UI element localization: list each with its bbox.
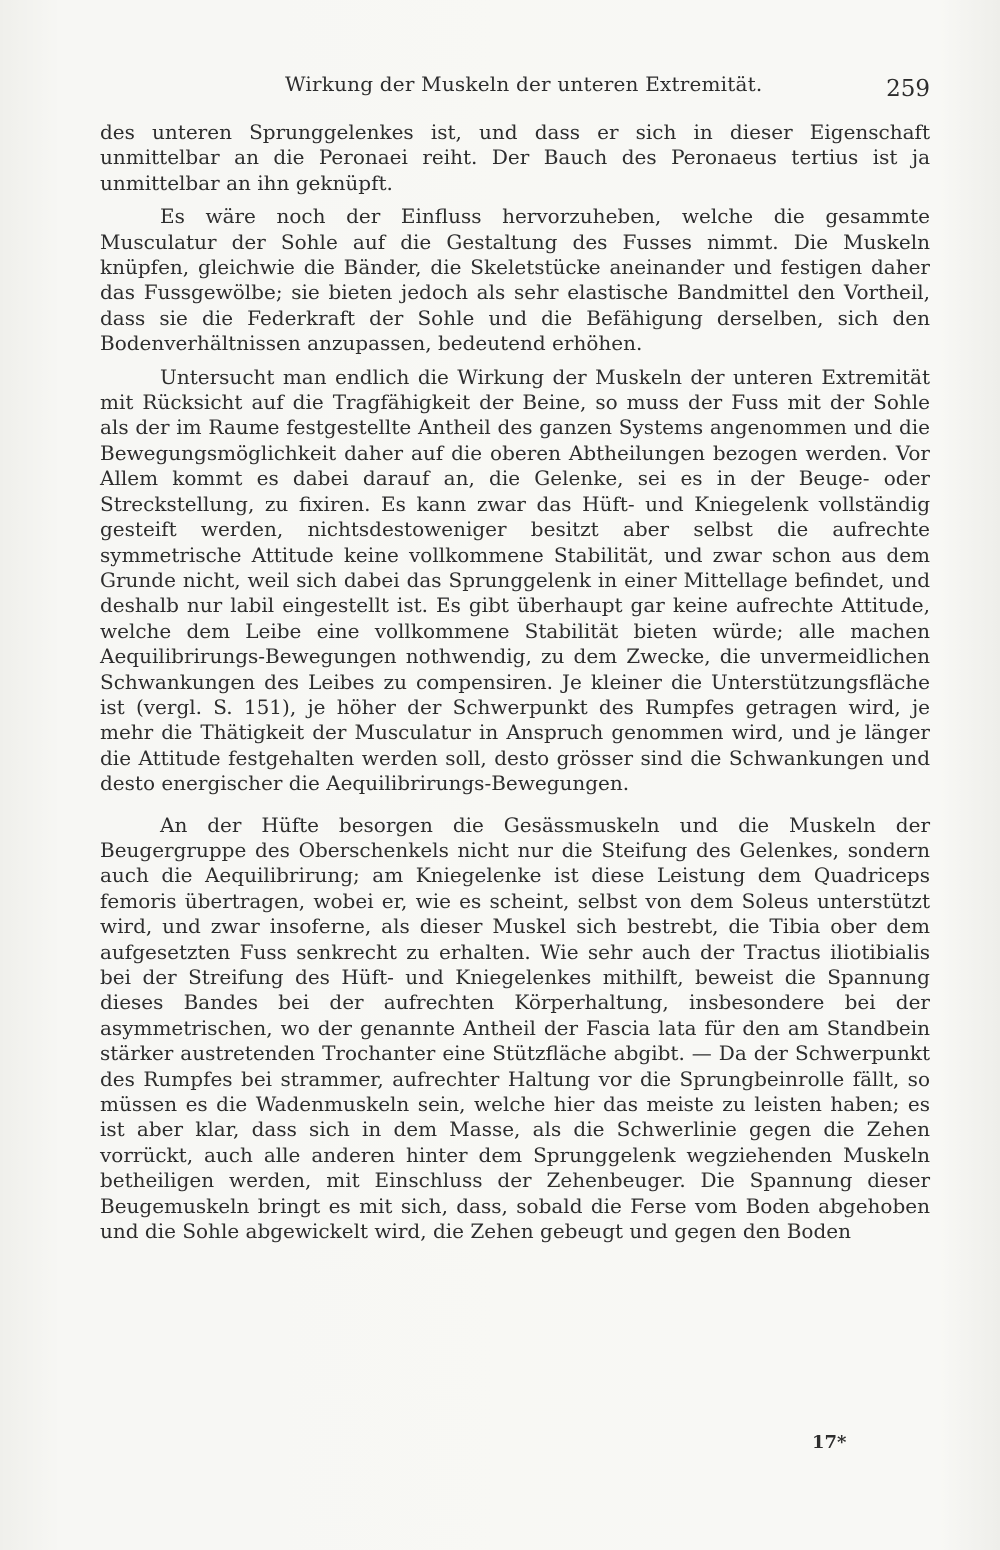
paragraph-hip-knee: An der Hüfte besorgen die Gesässmuskeln und die Muskeln der Beugergruppe des Oberschenkels nicht nur die Steifung des Gelenkes, sondern auch die Aequilibrirung; am Kniegelenke ist diese Leistung dem Quadriceps femoris übertragen, wobei er, wie es scheint, selbst von dem Soleus unterstützt wird, und zwar insoferne, als dieser Muskel sich bestrebt, die Tibia ober dem aufgesetzten Fuss senkrecht zu erhalten. Wie sehr auch der Tractus iliotibialis bei der Streifung des Hüft- und Kniegelenkes mithilft, beweist die Spannung dieses Bandes bei der aufrechten Körperhaltung, insbesondere bei der asymmetrischen, wo der genannte Antheil der Fascia lata für den am Standbein stärker austretenden Trochanter eine Stützfläche abgibt. — Da der Schwerpunkt des Rumpfes bei strammer, aufrechter Haltung vor die Sprungbeinrolle fällt, so müssen es die Wadenmuskeln sein, welche hier das meiste zu leisten haben; es ist aber klar, dass sich in dem Masse, als die Schwerlinie gegen die Zehen vorrückt, auch alle anderen hinter dem Sprunggelenk wegziehenden Muskeln betheiligen werden, mit Einschluss der Zehenbeuger. Die Spannung dieser Beugemuskeln bringt es mit sich, dass, sobald die Ferse vom Boden abgehoben und die Sohle abgewickelt wird, die Zehen gebeugt und gegen den Boden [100,812,930,1244]
body-text [100,120,930,1244]
running-title: Wirkung der Muskeln der unteren Extremität. [285,72,763,96]
page-number: 259 [886,76,930,102]
running-head [100,72,930,102]
paragraph-load-bearing: Untersucht man endlich die Wirkung der Muskeln der unteren Extremität mit Rücksicht auf die Tragfähigkeit der Beine, so muss der Fuss mit der Sohle als der im Raume festgestellte Antheil des ganzen Systems angenommen und die Bewegungsmöglichkeit daher auf die oberen Abtheilungen bezogen werden. Vor Allem kommt es dabei darauf an, die Gelenke, sei es in der Beuge- oder Streckstellung, zu fixiren. Es kann zwar das Hüft- und Kniegelenk vollständig gesteift werden, nichtsdestoweniger besitzt aber selbst die aufrechte symmetrische Attitude keine vollkommene Stabilität, und zwar schon aus dem Grunde nicht, weil sich dabei das Sprunggelenk in einer Mittellage befindet, und deshalb nur labil eingestellt ist. Es gibt überhaupt gar keine aufrechte Attitude, welche dem Leibe eine vollkommene Stabilität bieten würde; alle machen Aequilibrirungs-Bewegungen nothwendig, zu dem Zwecke, die unvermeidlichen Schwankungen des Leibes zu compensiren. Je kleiner die Unterstützungsfläche ist (vergl. S. 151), je höher der Schwerpunkt des Rumpfes getragen wird, je mehr die Thätigkeit der Musculatur in Anspruch genommen wird, und je länger die Attitude festgehalten werden soll, desto grösser sind die Schwankungen und desto energischer die Aequilibrirungs-Bewegungen. [100,364,930,796]
paragraph-continuation: des unteren Sprunggelenkes ist, und dass er sich in dieser Eigenschaft unmittelbar an die Peronaei reiht. Der Bauch des Peronaeus tertius ist ja unmittelbar an ihn geknüpft. [100,120,930,195]
paragraph-sole-musculature: Es wäre noch der Einfluss hervorzuheben, welche die gesammte Musculatur der Sohle auf die Gestaltung des Fusses nimmt. Die Muskeln knüpfen, gleichwie die Bänder, die Skeletstücke aneinander und festigen daher das Fussgewölbe; sie bieten jedoch als sehr elastische Bandmittel den Vortheil, dass sie die Federkraft der Sohle und die Befähigung derselben, sich den Bodenverhältnissen anzupassen, bedeutend erhöhen. [100,204,930,356]
signature-mark: 17* [812,1432,847,1453]
